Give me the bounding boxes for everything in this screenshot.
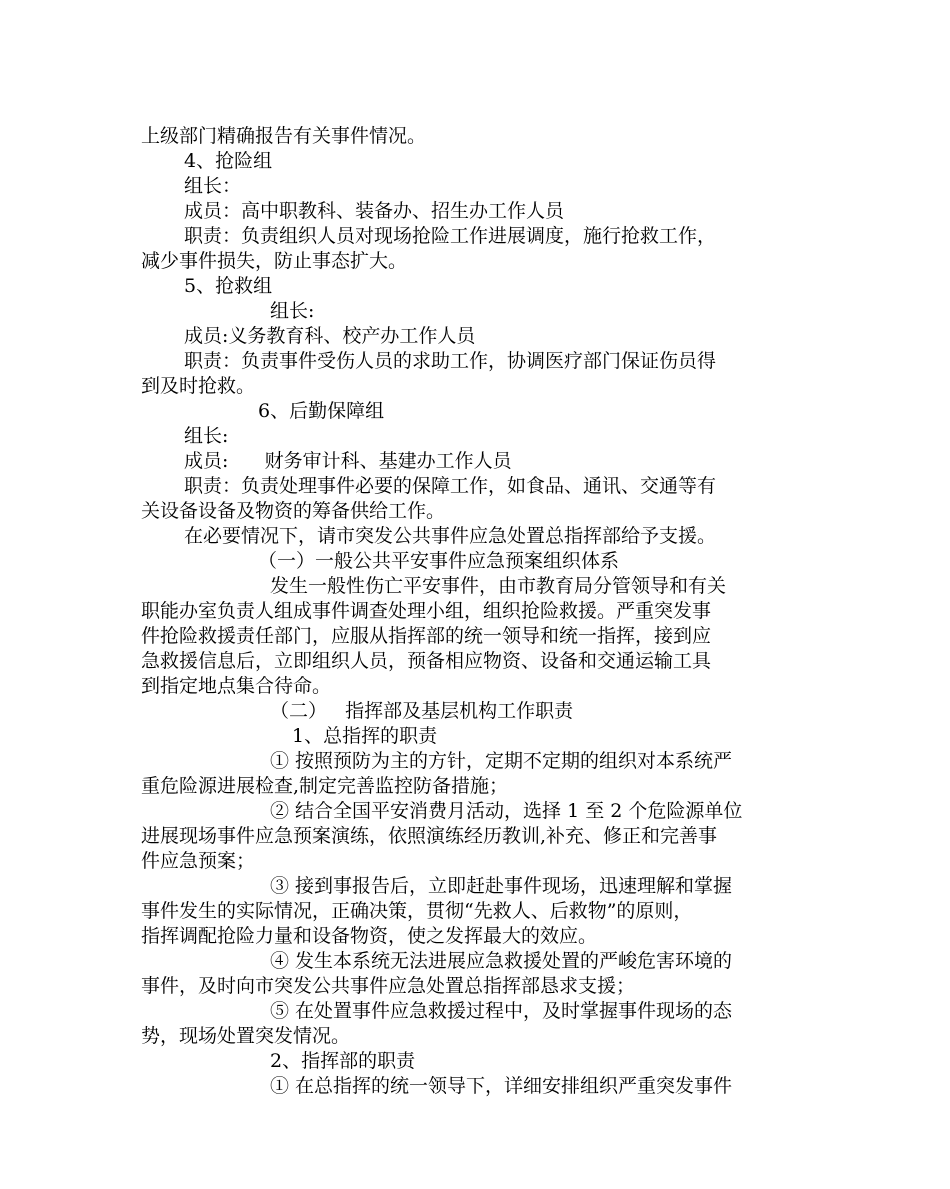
- text-line: 关设备设备及物资的筹备供给工作。: [141, 500, 446, 522]
- section-heading: 1、总指挥的职责: [292, 725, 438, 747]
- text-line: ① 按照预防为主的方针，定期不定期的组织对本系统严: [270, 750, 733, 772]
- text-line: 件应急预案；: [141, 850, 256, 872]
- text-line: ① 在总指挥的统一领导下，详细安排组织严重突发事件: [270, 1075, 733, 1097]
- text-line: ③ 接到事报告后，立即赶赴事件现场，迅速理解和掌握: [270, 875, 733, 897]
- text-line: 在必要情况下，请市突发公共事件应急处置总指挥部给予支援。: [184, 525, 717, 547]
- text-line: 成员:义务教育科、校产办工作人员: [184, 325, 476, 347]
- text-line: 急救援信息后，立即组织人员，预备相应物资、设备和交通运输工具: [141, 650, 712, 672]
- section-heading: （一）一般公共平安事件应急预案组织体系: [258, 550, 620, 572]
- text-line: 到及时抢救。: [141, 375, 256, 397]
- text-line: 件抢险救援责任部门，应服从指挥部的统一领导和统一指挥，接到应: [141, 625, 712, 647]
- text-line: ⑤ 在处置事件应急救援过程中，及时掌握事件现场的态: [270, 1000, 733, 1022]
- text-line: 组长：: [184, 175, 242, 197]
- text-line: 组长:: [184, 425, 229, 447]
- text-line: ② 结合全国平安消费月活动，选择 1 至 2 个危险源单位: [270, 800, 743, 822]
- text-line: 事件发生的实际情况，正确决策，贯彻“先救人、后救物”的原则，: [141, 900, 693, 922]
- section-heading: 6、后勤保障组: [258, 400, 385, 422]
- text-line: 到指定地点集合待命。: [141, 675, 332, 697]
- text-line: 势，现场处置突发情况。: [141, 1025, 351, 1047]
- text-line: 进展现场事件应急预案演练，依照演练经历教训,补充、修正和完善事: [141, 825, 718, 847]
- text-line: 发生一般性伤亡平安事件，由市教育局分管领导和有关: [270, 575, 727, 597]
- text-line: 减少事件损失，防止事态扩大。: [141, 250, 408, 272]
- text-line: 职责：负责处理事件必要的保障工作，如食品、通讯、交通等有: [184, 475, 717, 497]
- section-heading: 4、抢险组: [184, 150, 273, 172]
- section-heading: 5、抢救组: [184, 275, 273, 297]
- section-heading: 2、指挥部的职责: [270, 1050, 416, 1072]
- text-line: 事件，及时向市突发公共事件应急处置总指挥部恳求支援；: [141, 975, 636, 997]
- text-line: 成员：高中职教科、装备办、招生办工作人员: [184, 200, 565, 222]
- text-line: 职能办室负责人组成事件调查处理小组，组织抢险救援。严重突发事: [141, 600, 712, 622]
- text-line: 成员: 财务审计科、基建办工作人员: [184, 450, 512, 472]
- text-line: 职责：负责组织人员对现场抢险工作进展调度，施行抢救工作，: [184, 225, 717, 247]
- text-line: ④ 发生本系统无法进展应急救援处置的严峻危害环境的: [270, 950, 733, 972]
- text-line: 重危险源进展检查,制定完善监控防备措施；: [141, 775, 509, 797]
- text-line: 指挥调配抢险力量和设备物资，使之发挥最大的效应。: [141, 925, 598, 947]
- section-heading: （二） 指挥部及基层机构工作职责: [270, 700, 574, 722]
- text-line: 职责：负责事件受伤人员的求助工作，协调医疗部门保证伤员得: [184, 350, 717, 372]
- text-line: 组长:: [270, 300, 315, 322]
- text-line: 上级部门精确报告有关事件情况。: [141, 125, 427, 147]
